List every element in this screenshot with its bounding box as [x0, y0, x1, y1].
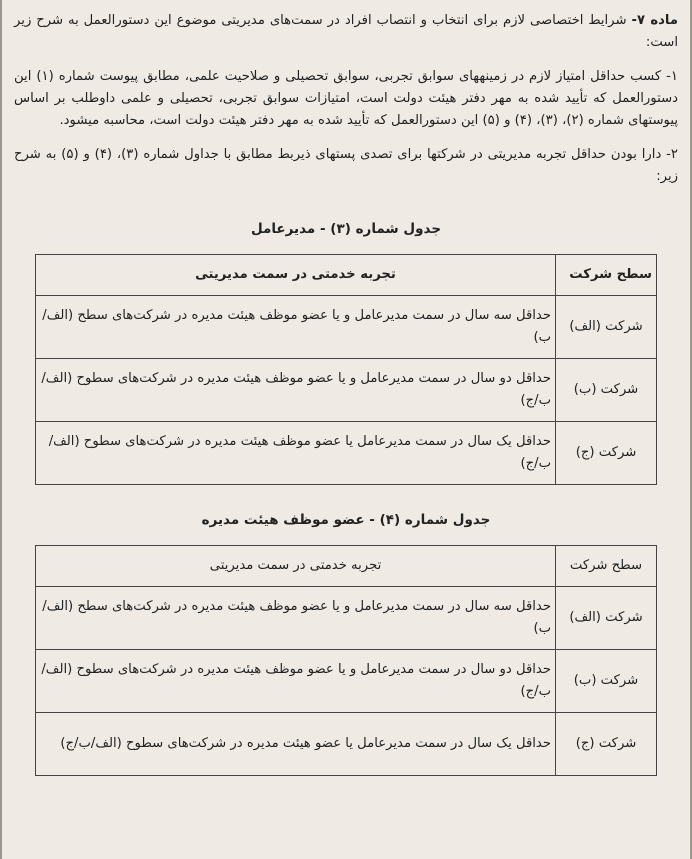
article-item-2: ۲- دارا بودن حداقل تجربه مدیریتی در شرکتها برای تصدی پستهای ذیربط مطابق با جداول شماره (۳)، (۴) و (۵) به شرح زیر: — [14, 147, 678, 184]
table-row — [36, 713, 657, 776]
article-label: ماده ۷- — [631, 13, 678, 28]
table-row — [36, 587, 657, 650]
table-4-title: جدول شماره (۴) - عضو موظف هیئت مدیره — [201, 512, 491, 528]
cell-experience: حداقل سه سال در سمت مدیرعامل و یا عضو موظف هیئت مدیره در شرکت‌های سطح (الف/ب) — [36, 587, 556, 650]
header-management-experience: تجربه خدمتی در سمت مدیریتی — [36, 255, 556, 296]
header-management-experience: تجربه خدمتی در سمت مدیریتی — [36, 546, 556, 587]
cell-experience: حداقل سه سال در سمت مدیرعامل و یا عضو موظف هیئت مدیره در شرکت‌های سطح (الف/ب) — [36, 296, 556, 359]
table-4-board-member — [35, 545, 657, 776]
document-page — [2, 0, 690, 776]
article-intro-text: شرایط اختصاصی لازم برای انتخاب و انتصاب افراد در سمت‌های مدیریتی موضوع این دستورالعمل به شرح زیر است: — [14, 13, 678, 50]
article-intro — [14, 10, 678, 54]
cell-experience: حداقل دو سال در سمت مدیرعامل و یا عضو موظف هیئت مدیره در شرکت‌های سطوح (الف/ب/ج) — [36, 650, 556, 713]
cell-level: شرکت (الف) — [556, 587, 657, 650]
cell-experience: حداقل یک سال در سمت مدیرعامل یا عضو هیئت مدیره در شرکت‌های سطوح (الف/ب/ج) — [36, 713, 556, 776]
cell-level: شرکت (ب) — [556, 359, 657, 422]
table-3-title: جدول شماره (۳) - مدیرعامل — [250, 221, 442, 237]
cell-experience: حداقل یک سال در سمت مدیرعامل یا عضو موظف هیئت مدیره در شرکت‌های سطوح (الف/ب/ج) — [36, 422, 556, 485]
header-company-level: سطح شرکت — [556, 255, 657, 296]
table-header-row — [36, 255, 657, 296]
header-company-level: سطح شرکت — [556, 546, 657, 587]
cell-level: شرکت (ب) — [556, 650, 657, 713]
table-header-row — [36, 546, 657, 587]
table-row — [36, 359, 657, 422]
cell-level: شرکت (ج) — [556, 713, 657, 776]
table-3-ceo — [35, 254, 657, 485]
table-row — [36, 422, 657, 485]
cell-level: شرکت (الف) — [556, 296, 657, 359]
table-row — [36, 296, 657, 359]
table-row — [36, 650, 657, 713]
cell-level: شرکت (ج) — [556, 422, 657, 485]
article-item-1: ۱- کسب حداقل امتیاز لازم در زمینههای سوابق تجربی، سوابق تحصیلی و صلاحیت علمی، مطابق پیوست شماره (۱) این دستورالعمل که تأیید شده به مهر دفتر هیئت دولت است، امتیازات سوابق تجربی، تحصیلی و علمی داوطلب بر اساس پیوستهای شماره (۲)، (۳)، (۴) و (۵) این دستورالعمل که تأیید شده به مهر دفتر هیئت دولت است، محاسبه میشود. — [14, 69, 678, 128]
cell-experience: حداقل دو سال در سمت مدیرعامل و یا عضو موظف هیئت مدیره در شرکت‌های سطوح (الف/ب/ج) — [36, 359, 556, 422]
